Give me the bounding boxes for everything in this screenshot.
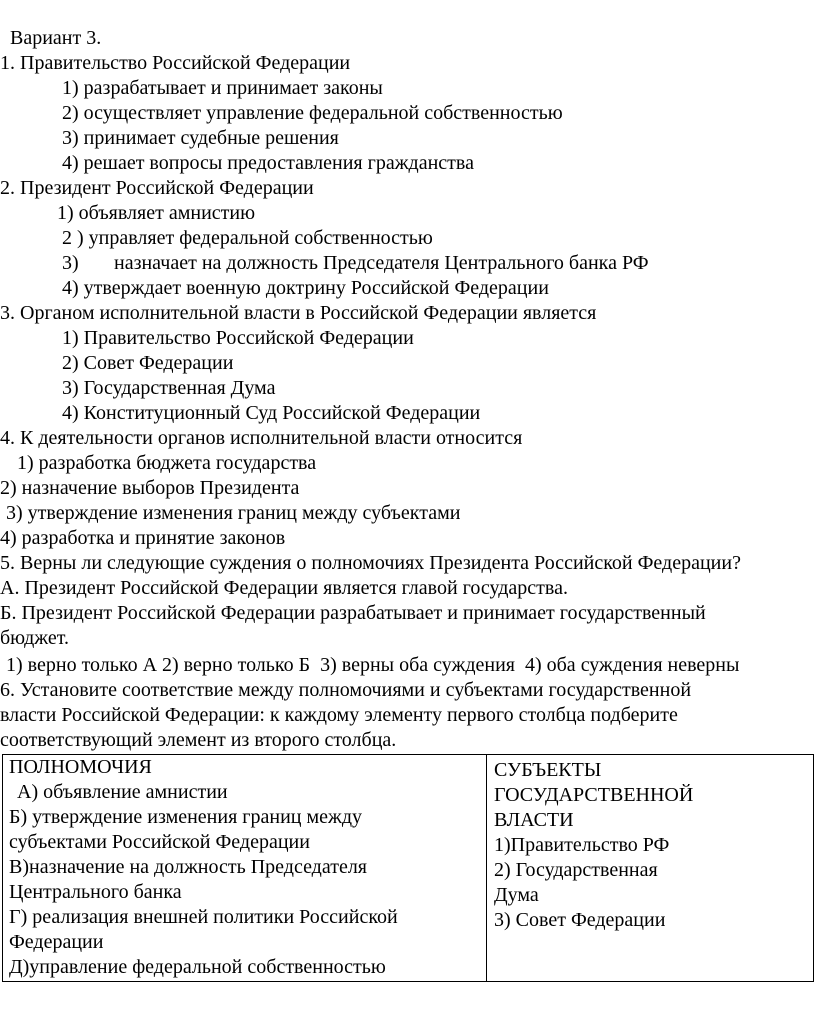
question-2-option-2: 2 ) управляет федеральной собственностью xyxy=(62,227,433,249)
question-5-answers: 1) верно только А 2) верно только Б 3) верны оба суждения 4) оба суждения неверны xyxy=(6,654,740,676)
question-5-statement-b-line-1: Б. Президент Российской Федерации разрабатывает и принимает государственный xyxy=(0,602,706,624)
table-left-header: ПОЛНОМОЧИЯ xyxy=(9,756,152,778)
table-left-item-d: Д)управление федеральной собственностью xyxy=(9,956,386,978)
question-4-option-4: 4) разработка и принятие законов xyxy=(0,527,286,549)
question-3-option-3: 3) Государственная Дума xyxy=(62,377,276,399)
variant-title: Вариант 3. xyxy=(10,27,102,49)
table-right-item-1: 1)Правительство РФ xyxy=(494,834,670,856)
question-3-option-2: 2) Совет Федерации xyxy=(62,352,234,374)
table-left-item-v-line-2: Центрального банка xyxy=(9,881,182,903)
question-4-text: 4. К деятельности органов исполнительной власти относится xyxy=(0,427,523,449)
table-column-divider xyxy=(486,755,487,981)
question-4-option-3: 3) утверждение изменения границ между субъектами xyxy=(6,502,461,524)
question-2-option-3-text: назначает на должность Председателя Центрального банка РФ xyxy=(114,252,649,274)
table-left-item-v-line-1: В)назначение на должность Председателя xyxy=(9,856,368,878)
question-3-option-4: 4) Конституционный Суд Российской Федерации xyxy=(62,402,481,424)
table-left-item-a: А) объявление амнистии xyxy=(17,781,228,803)
question-5-text: 5. Верны ли следующие суждения о полномочиях Президента Российской Федерации? xyxy=(0,552,741,574)
table-right-item-2-line-2: Дума xyxy=(494,884,539,906)
question-1-text: 1. Правительство Российской Федерации xyxy=(0,52,351,74)
question-6-line-3: соответствующий элемент из второго столбца. xyxy=(0,729,397,751)
question-1-option-3: 3) принимает судебные решения xyxy=(62,127,339,149)
table-left-item-b-line-2: субъектами Российской Федерации xyxy=(9,831,310,853)
table-right-header-line-1: СУБЪЕКТЫ xyxy=(494,759,602,781)
question-1-option-2: 2) осуществляет управление федеральной собственностью xyxy=(62,102,563,124)
question-5-statement-b-line-2: бюджет. xyxy=(0,627,69,649)
question-1-option-4: 4) решает вопросы предоставления гражданства xyxy=(62,152,474,174)
table-right-header-line-3: ВЛАСТИ xyxy=(494,809,574,831)
question-2-option-1: 1) объявляет амнистию xyxy=(57,202,256,224)
question-2-text: 2. Президент Российской Федерации xyxy=(0,177,314,199)
question-1-option-1: 1) разрабатывает и принимает законы xyxy=(62,77,383,99)
table-left-item-b-line-1: Б) утверждение изменения границ между xyxy=(9,806,362,828)
table-left-item-g-line-2: Федерации xyxy=(9,931,104,953)
question-4-option-1: 1) разработка бюджета государства xyxy=(17,452,317,474)
question-2-option-4: 4) утверждает военную доктрину Российской Федерации xyxy=(62,277,549,299)
table-right-item-2-line-1: 2) Государственная xyxy=(494,859,658,881)
question-3-text: 3. Органом исполнительной власти в Российской Федерации является xyxy=(0,302,597,324)
question-5-statement-a: А. Президент Российской Федерации является главой государства. xyxy=(0,577,568,599)
question-4-option-2: 2) назначение выборов Президента xyxy=(0,477,300,499)
table-right-header-line-2: ГОСУДАРСТВЕННОЙ xyxy=(494,784,694,806)
matching-table xyxy=(2,754,814,982)
question-2-option-3-number: 3) xyxy=(62,252,79,274)
question-6-line-1: 6. Установите соответствие между полномочиями и субъектами государственной xyxy=(0,679,692,701)
table-left-item-g-line-1: Г) реализация внешней политики Российской xyxy=(9,906,398,928)
table-right-item-3: 3) Совет Федерации xyxy=(494,909,666,931)
question-6-line-2: власти Российской Федерации: к каждому элементу первого столбца подберите xyxy=(0,704,678,726)
question-3-option-1: 1) Правительство Российской Федерации xyxy=(62,327,414,349)
